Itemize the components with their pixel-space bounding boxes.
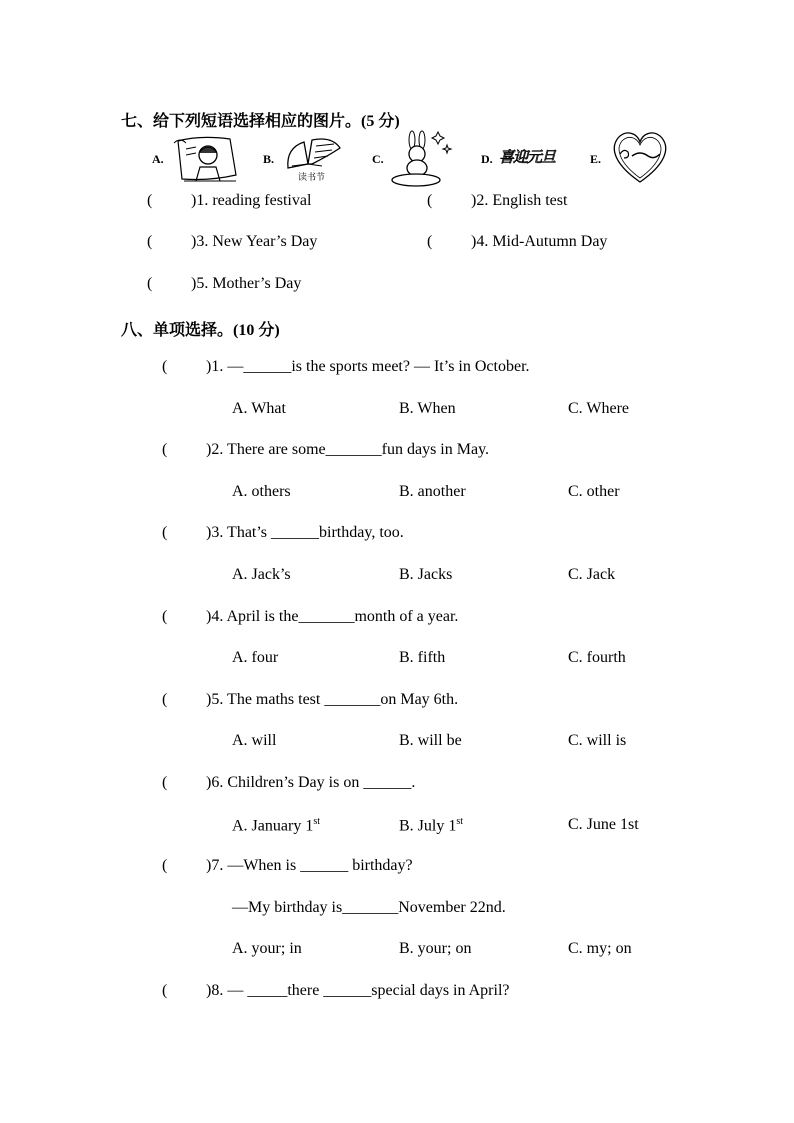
question-2-text: )2. There are some_______fun days in May. [206,441,490,458]
question-5-text: )5. The maths test _______on May 6th. [206,691,459,708]
question-7-line2: —My birthday is_______November 22nd. [232,899,506,916]
question-4-option-c: C. fourth [568,649,626,666]
question-1-option-a: A. What [232,400,286,417]
question-6-paren: ( [162,774,168,791]
question-6-option-a: A. January 1st [232,816,320,835]
question-3-text: )3. That’s ______birthday, too. [206,524,404,541]
question-4-option-b: B. fifth [399,649,446,666]
question-3-option-a: A. Jack’s [232,566,291,583]
item-4-paren: ( [427,233,433,250]
item-2-text: )2. English test [471,192,568,209]
item-5-paren: ( [147,275,153,292]
question-2-option-b: B. another [399,483,466,500]
question-1-option-c: C. Where [568,400,630,417]
item-1-text: )1. reading festival [191,192,312,209]
question-4-option-a: A. four [232,649,279,666]
question-7-option-a: A. your; in [232,940,302,957]
question-6-option-c: C. June 1st [568,816,639,833]
book-festival-caption: 读书节 [298,172,326,182]
question-1-option-b: B. When [399,400,456,417]
item-1-paren: ( [147,192,153,209]
question-4-text: )4. April is the_______month of a year. [206,608,459,625]
heart-mother-picture [610,130,670,184]
question-8-text: )8. — _____there ______special days in April? [206,982,510,999]
question-3-option-c: C. Jack [568,566,616,583]
item-4-text: )4. Mid-Autumn Day [471,233,608,250]
question-5-option-b: B. will be [399,732,462,749]
question-2-option-c: C. other [568,483,620,500]
new-year-greeting-picture: 喜迎元旦 [499,150,556,166]
question-8-paren: ( [162,982,168,999]
picture-label-a: A. [152,152,164,166]
question-6-option-b: B. July 1st [399,816,464,835]
question-5-option-c: C. will is [568,732,627,749]
picture-label-d: D. [481,152,493,166]
picture-label-b: B. [263,152,275,166]
question-3-paren: ( [162,524,168,541]
question-2-paren: ( [162,441,168,458]
question-7-text: )7. —When is ______ birthday? [206,857,413,874]
section-8-title: 八、单项选择。(10 分) [121,322,280,339]
picture-label-e: E. [590,152,602,166]
question-7-option-c: C. my; on [568,940,632,957]
item-2-paren: ( [427,192,433,209]
item-3-text: )3. New Year’s Day [191,233,318,250]
student-studying-picture [170,135,240,187]
question-4-paren: ( [162,608,168,625]
item-5-text: )5. Mother’s Day [191,275,302,292]
question-1-paren: ( [162,358,168,375]
rabbit-mooncake-picture [388,130,458,188]
question-7-paren: ( [162,857,168,874]
item-3-paren: ( [147,233,153,250]
question-5-option-a: A. will [232,732,277,749]
picture-label-c: C. [372,152,384,166]
question-7-option-b: B. your; on [399,940,472,957]
question-6-text: )6. Children’s Day is on ______. [206,774,416,791]
question-3-option-b: B. Jacks [399,566,453,583]
section-7-title: 七、给下列短语选择相应的图片。(5 分) [121,113,400,130]
question-5-paren: ( [162,691,168,708]
question-1-text: )1. —______is the sports meet? — It’s in October. [206,358,530,375]
question-2-option-a: A. others [232,483,291,500]
